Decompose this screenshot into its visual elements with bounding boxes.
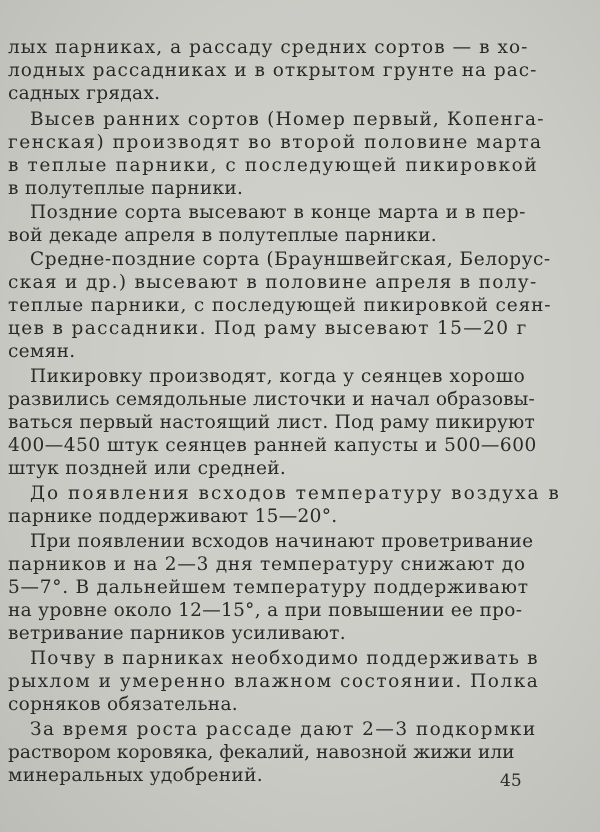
text-line (0, 37, 600, 59)
text-line-content: генская) производят во второй половине марта (8, 132, 543, 153)
text-line-content: лодных рассадниках и в открытом грунте на рас- (8, 60, 538, 81)
text-line (0, 506, 600, 528)
text-line-content: За время роста рассаде дают 2—3 подкормки (30, 719, 537, 740)
text-line (0, 531, 600, 553)
text-line-content: парнике поддерживают 15—20°. (8, 506, 338, 527)
text-line-content: развились семядольные листочки и начал образовы- (8, 389, 535, 410)
text-line (0, 435, 600, 457)
text-line-content: лых парниках, а рассаду средних сортов — в хо- (8, 37, 529, 58)
text-line-content: парников и на 2—3 дня температуру снижают до (8, 554, 526, 575)
text-line-content: минеральных удобрений. (8, 765, 263, 786)
text-line (0, 600, 600, 622)
text-line-content: вой декаде апреля в полутеплые парники. (8, 225, 437, 246)
text-line-content: Пикировку производят, когда у сеянцев хорошо (30, 366, 526, 387)
text-line (0, 458, 600, 480)
text-line (0, 623, 600, 645)
text-line (0, 671, 600, 693)
page-number: 45 (500, 771, 522, 791)
text-line-content: садных грядах. (8, 83, 161, 104)
text-line-content: При появлении всходов начинают проветривание (30, 531, 534, 552)
text-line-content: ваться первый настоящий лист. Под раму пикируют (8, 412, 536, 433)
text-line-content: Средне-поздние сорта (Брауншвейгская, Белорус- (30, 249, 551, 270)
text-line (0, 155, 600, 177)
text-line (0, 366, 600, 388)
text-line (0, 225, 600, 247)
text-line (0, 202, 600, 224)
text-line-content: Почву в парниках необходимо поддерживать в (30, 648, 539, 669)
text-line-content: 400—450 штук сеянцев ранней капусты и 500—600 (8, 435, 537, 456)
text-line (0, 272, 600, 294)
text-line-content: ветривание парников усиливают. (8, 623, 346, 644)
text-line (0, 60, 600, 82)
text-line (0, 742, 600, 764)
text-line-content: раствором коровяка, фекалий, навозной жижи или (8, 742, 515, 763)
text-line (0, 554, 600, 576)
text-line (0, 83, 600, 105)
text-line-content: теплые парники, с последующей пикировкой сеян- (8, 295, 552, 316)
text-line-content: на уровне около 12—15°, а при повышении ее про- (8, 600, 523, 621)
text-line (0, 694, 600, 716)
text-line (0, 577, 600, 599)
text-line (0, 389, 600, 411)
text-line-content: штук поздней или средней. (8, 458, 287, 479)
text-line-content: цев в рассадники. Под раму высевают 15—20 г (8, 318, 528, 339)
text-line-content: семян. (8, 341, 76, 362)
text-line (0, 318, 600, 340)
text-line-content: в полутеплые парники. (8, 178, 244, 199)
text-line-content: сорняков обязательна. (8, 694, 238, 715)
text-line (0, 109, 600, 131)
text-line (0, 719, 600, 741)
text-line (0, 132, 600, 154)
text-line (0, 249, 600, 271)
text-line-content: ская и др.) высевают в половине апреля в полу- (8, 272, 538, 293)
text-line (0, 412, 600, 434)
text-line (0, 483, 600, 505)
text-line (0, 341, 600, 363)
text-line-content: рыхлом и умеренно влажном состоянии. Полка (8, 671, 540, 692)
text-line-content: Поздние сорта высевают в конце марта и в пер- (30, 202, 526, 223)
text-line-content: Высев ранних сортов (Номер первый, Копенга- (30, 109, 545, 130)
text-line (0, 648, 600, 670)
text-line-content: в теплые парники, с последующей пикировкой (8, 155, 539, 176)
text-line (0, 295, 600, 317)
text-line-content: До появления всходов температуру воздуха в (30, 483, 561, 504)
text-line (0, 178, 600, 200)
text-line-content: 5—7°. В дальнейшем температуру поддерживают (8, 577, 529, 598)
